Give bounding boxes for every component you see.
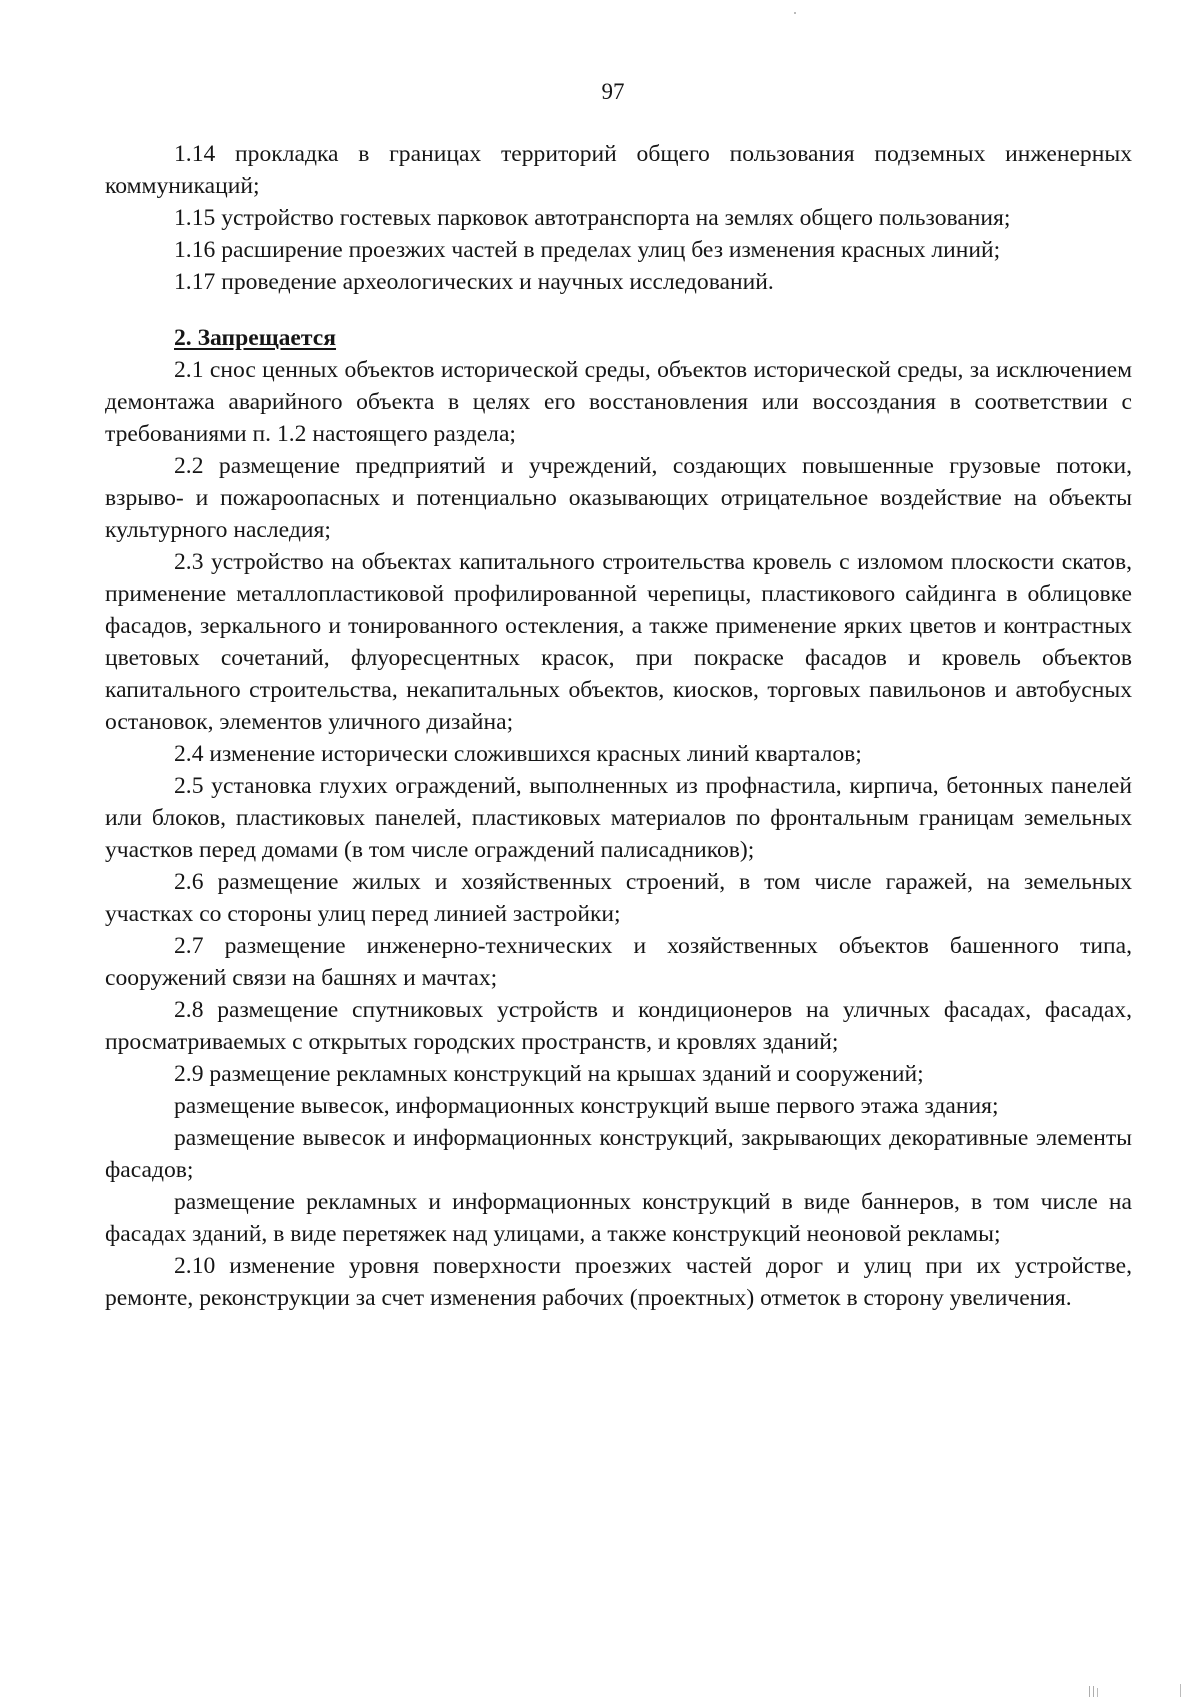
list-item-2-9-decor: размещение вывесок и информационных конструкций, закрывающих декоративные элементы фасадов; [105,1125,1132,1183]
list-item-1-14: 1.14 прокладка в границах территорий общего пользования подземных инженерных коммуникаций; [105,141,1132,199]
scan-mark [794,12,796,14]
scan-mark [1089,1686,1090,1697]
list-item-2-8: 2.8 размещение спутниковых устройств и кондиционеров на уличных фасадах, фасадах, просматриваемых с открытых городских пространств, и кровлях зданий; [105,997,1132,1055]
scan-mark [1180,1684,1181,1697]
list-item-2-1: 2.1 снос ценных объектов исторической среды, объектов исторической среды, за исключением демонтажа аварийного объекта в целях его восстановления или воссоздания в соответствии с требованиями п. 1.2 настоящего раздела; [105,357,1132,447]
page-body [105,138,1132,1314]
list-item-1-16: 1.16 расширение проезжих частей в пределах улиц без изменения красных линий; [174,237,1001,263]
page-number: 97 [601,79,625,104]
list-item-2-4: 2.4 изменение исторически сложившихся красных линий кварталов; [174,741,862,767]
list-item-2-7: 2.7 размещение инженерно-технических и хозяйственных объектов башенного типа, сооружений связи на башнях и мачтах; [105,933,1132,991]
list-item-2-9: 2.9 размещение рекламных конструкций на крышах зданий и сооружений; [174,1061,924,1087]
list-item-2-3: 2.3 устройство на объектах капитального строительства кровель с изломом плоскости скатов, применение металлопластиковой профилированной черепицы, пластикового сайдинга в облицовке фасадов, зеркального и тонированного остекления, а также применение ярких цветов и контрастных цветовых сочетаний, флуоресцентных красок, при покраске фасадов и кровель объектов капитального строительства, некапитальных объектов, киосков, торговых павильонов и автобусных остановок, элементов уличного дизайна; [105,549,1132,735]
list-item-2-10: 2.10 изменение уровня поверхности проезжих частей дорог и улиц при их устройстве, ремонте, реконструкции за счет изменения рабочих (проектных) отметок в сторону увеличения. [105,1253,1132,1311]
list-item-2-2: 2.2 размещение предприятий и учреждений, создающих повышенные грузовые потоки, взрыво- и пожароопасных и потенциально оказывающих отрицательное воздействие на объекты культурного наследия; [105,453,1132,543]
list-item-1-17: 1.17 проведение археологических и научных исследований. [174,269,774,295]
list-item-2-9-signs: размещение вывесок, информационных конструкций выше первого этажа здания; [174,1093,999,1119]
list-item-2-6: 2.6 размещение жилых и хозяйственных строений, в том числе гаражей, на земельных участках со стороны улиц перед линией застройки; [105,869,1132,927]
list-item-2-5: 2.5 установка глухих ограждений, выполненных из профнастила, кирпича, бетонных панелей или блоков, пластиковых панелей, пластиковых материалов по фронтальным границам земельных участков перед домами (в том числе ограждений палисадников); [105,773,1132,863]
list-item-2-9-banners: размещение рекламных и информационных конструкций в виде баннеров, в том числе на фасадах зданий, в виде перетяжек над улицами, а также конструкций неоновой рекламы; [105,1189,1132,1247]
scan-mark [1097,1688,1098,1697]
section-2-heading: 2. Запрещается [174,325,337,351]
scan-mark [1093,1686,1094,1697]
list-item-1-15: 1.15 устройство гостевых парковок автотранспорта на землях общего пользования; [174,205,1011,231]
